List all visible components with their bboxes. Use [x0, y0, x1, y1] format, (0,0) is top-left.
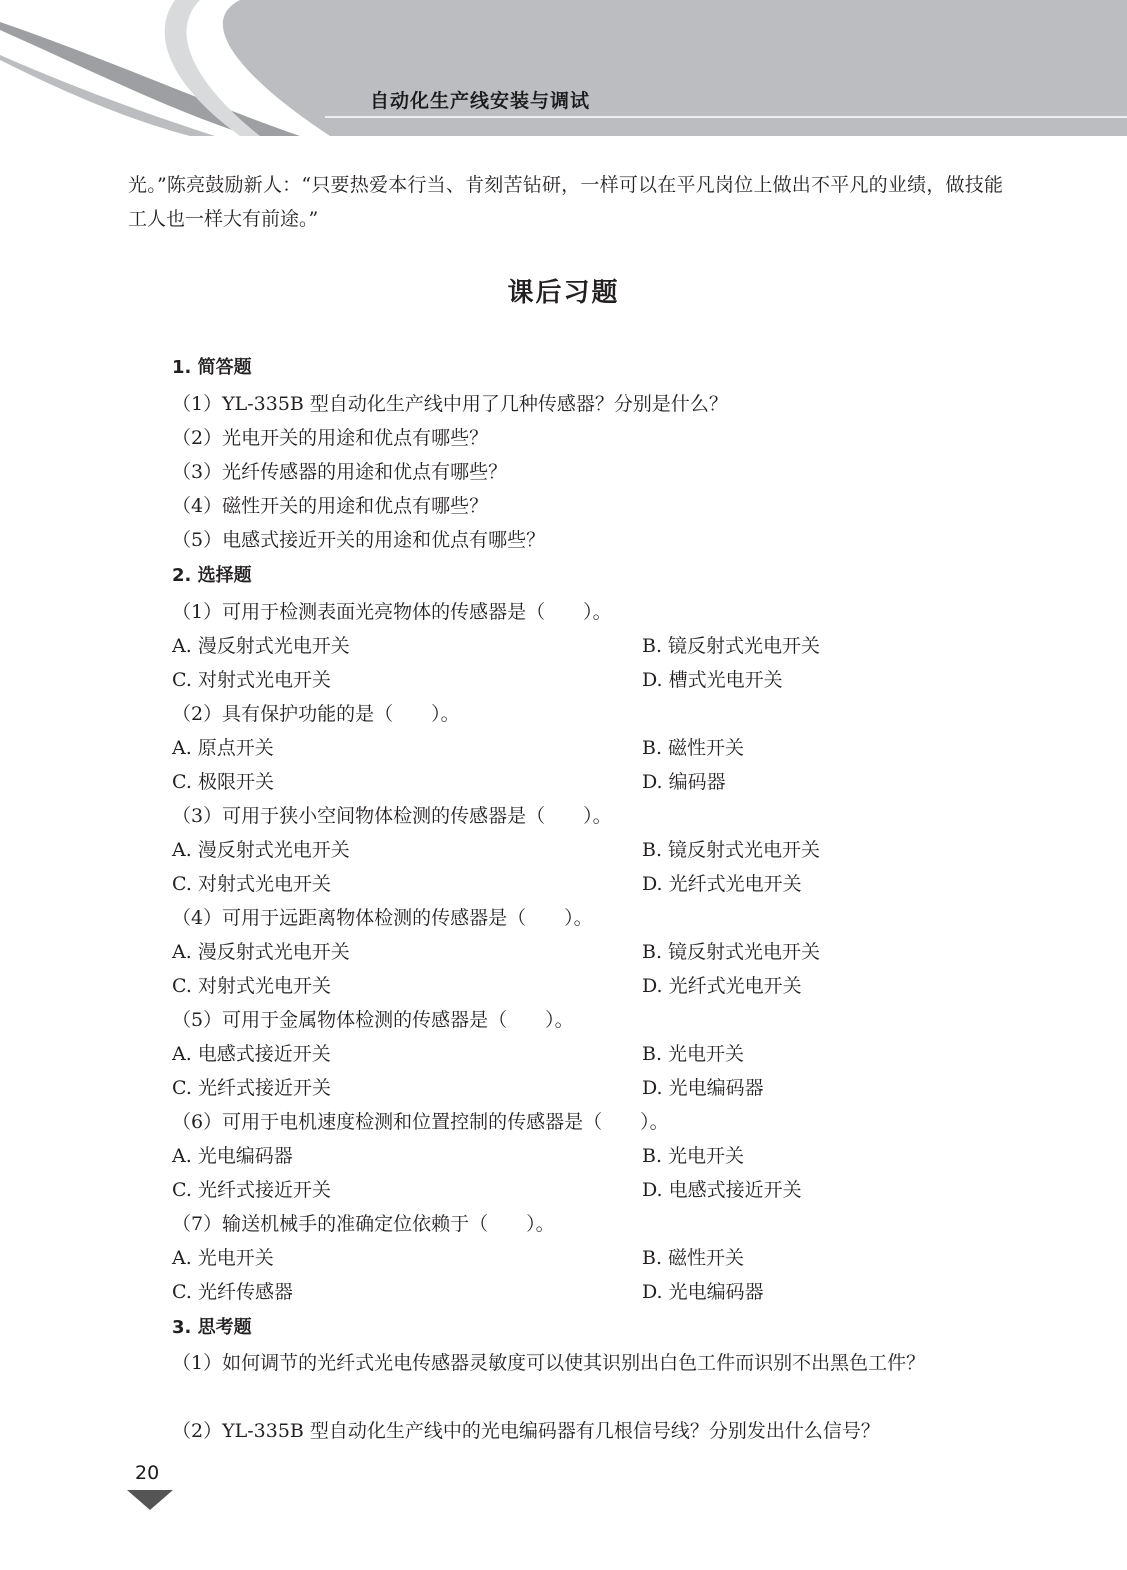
choice-option-c: C. 光纤传感器 — [172, 1281, 293, 1303]
choice-option-a: A. 光电编码器 — [172, 1145, 293, 1167]
intro-paragraph: 光。”陈亮鼓励新人：“只要热爱本行当、肯刻苦钻研，一样可以在平凡岗位上做出不平凡的业绩，做技能工人也一样大有前途。” — [128, 174, 1003, 230]
choice-option-c: C. 极限开关 — [172, 771, 274, 793]
short-answer-item: （2）光电开关的用途和优点有哪些？ — [172, 427, 489, 449]
short-answer-item: （4）磁性开关的用途和优点有哪些？ — [172, 495, 489, 517]
choice-question: （4）可用于远距离物体检测的传感器是（ ）。 — [172, 907, 593, 929]
thinking-question: （2）YL-335B 型自动化生产线中的光电编码器有几根信号线？分别发出什么信号？ — [172, 1420, 880, 1442]
choice-option-b: B. 镜反射式光电开关 — [642, 635, 821, 657]
choice-option-d: D. 槽式光电开关 — [642, 669, 783, 691]
choice-option-b: B. 镜反射式光电开关 — [642, 839, 821, 861]
choice-option-c: C. 光纤式接近开关 — [172, 1179, 331, 1201]
choice-option-d: D. 光纤式光电开关 — [642, 873, 802, 895]
choice-option-b: B. 光电开关 — [642, 1145, 745, 1167]
choice-question: （7）输送机械手的准确定位依赖于（ ）。 — [172, 1213, 555, 1235]
choice-question: （3）可用于狭小空间物体检测的传感器是（ ）。 — [172, 805, 612, 827]
page-marker-triangle-icon — [127, 1490, 173, 1510]
choice-option-a: A. 漫反射式光电开关 — [172, 839, 350, 861]
choice-option-c: C. 对射式光电开关 — [172, 975, 331, 997]
choice-option-d: D. 光电编码器 — [642, 1281, 764, 1303]
choice-question: （1）可用于检测表面光亮物体的传感器是（ ）。 — [172, 601, 612, 623]
page-number: 20 — [135, 1462, 160, 1484]
choice-option-c: C. 对射式光电开关 — [172, 873, 331, 895]
choice-option-b: B. 磁性开关 — [642, 1247, 745, 1269]
choice-option-d: D. 电感式接近开关 — [642, 1179, 802, 1201]
section-heading-short-answer: 1. 简答题 — [172, 357, 252, 378]
short-answer-item: （3）光纤传感器的用途和优点有哪些？ — [172, 461, 508, 483]
thinking-question: （1）如何调节的光纤式光电传感器灵敏度可以使其识别出白色工件而识别不出黑色工件？ — [172, 1352, 926, 1374]
choice-question: （5）可用于金属物体检测的传感器是（ ）。 — [172, 1009, 574, 1031]
choice-option-a: A. 光电开关 — [172, 1247, 274, 1269]
choice-option-d: D. 光纤式光电开关 — [642, 975, 802, 997]
short-answer-item: （5）电感式接近开关的用途和优点有哪些？ — [172, 529, 546, 551]
choice-option-d: D. 编码器 — [642, 771, 726, 793]
section-heading-thinking: 3. 思考题 — [172, 1317, 252, 1338]
page-header — [0, 0, 1127, 136]
header-swoosh-graphic — [0, 0, 1127, 136]
choice-option-a: A. 电感式接近开关 — [172, 1043, 331, 1065]
exercise-section-title: 课后习题 — [507, 278, 620, 308]
choice-question: （2）具有保护功能的是（ ）。 — [172, 703, 460, 725]
choice-option-c: C. 光纤式接近开关 — [172, 1077, 331, 1099]
choice-option-b: B. 镜反射式光电开关 — [642, 941, 821, 963]
choice-option-d: D. 光电编码器 — [642, 1077, 764, 1099]
choice-option-a: A. 漫反射式光电开关 — [172, 941, 350, 963]
choice-option-c: C. 对射式光电开关 — [172, 669, 331, 691]
short-answer-item: （1）YL-335B 型自动化生产线中用了几种传感器？分别是什么？ — [172, 393, 728, 415]
running-header-title: 自动化生产线安装与调试 — [370, 90, 591, 112]
choice-question: （6）可用于电机速度检测和位置控制的传感器是（ ）。 — [172, 1111, 669, 1133]
choice-option-a: A. 漫反射式光电开关 — [172, 635, 350, 657]
choice-option-b: B. 磁性开关 — [642, 737, 745, 759]
choice-option-a: A. 原点开关 — [172, 737, 274, 759]
intro-paragraph-block — [128, 168, 1003, 236]
choice-option-b: B. 光电开关 — [642, 1043, 745, 1065]
section-heading-multiple-choice: 2. 选择题 — [172, 565, 252, 586]
